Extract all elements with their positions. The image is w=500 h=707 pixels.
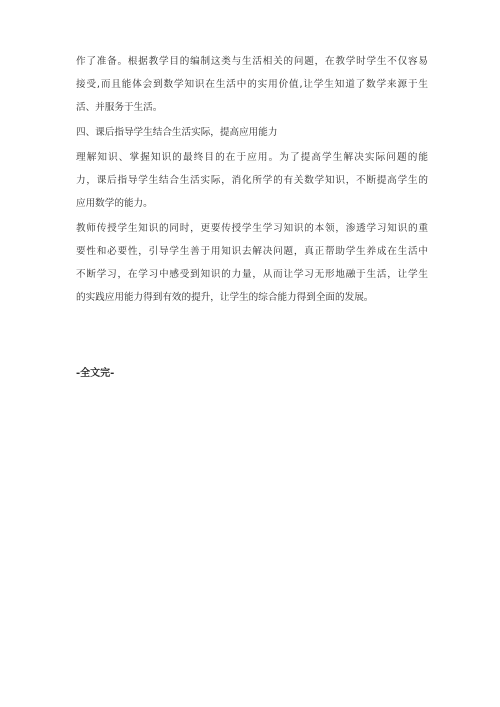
paragraph-1 (76, 56, 428, 114)
paragraph-1-line-3: 活、并服务于生活。 (76, 102, 163, 113)
paragraph-2-line-3: 应用数学的能力。 (76, 198, 153, 209)
paragraph-3-line-2: 要性和必要性，引导学生善于用知识去解决问题，真正帮助学生养成在生活中 (76, 246, 428, 257)
paragraph-3 (76, 223, 428, 304)
paragraph-3-line-3: 不断学习，在学习中感受到知识的力量，从而让学习无形地融于生活，让学生 (76, 269, 428, 280)
paragraph-2-line-1: 理解知识、掌握知识的最终目的在于应用。为了提高学生解决实际问题的能 (76, 152, 428, 163)
paragraph-3-line-4: 的实践应用能力得到有效的提升，让学生的综合能力得到全面的发展。 (76, 292, 374, 303)
section-heading-4: 四、课后指导学生结合生活实际，提高应用能力 (76, 127, 278, 138)
document-body (76, 56, 428, 304)
paragraph-2-line-2: 力，课后指导学生结合生活实际，消化所学的有关数学知识，不断提高学生的 (76, 175, 428, 186)
end-of-document-mark: -全文完- (76, 368, 115, 379)
paragraph-3-line-1: 教师传授学生知识的同时，更要传授学生学习知识的本领，渗透学习知识的重 (76, 223, 428, 234)
paragraph-2 (76, 152, 428, 210)
paragraph-1-line-1: 作了准备。根据教学目的编制这类与生活相关的问题，在教学时学生不仅容易 (76, 56, 428, 67)
paragraph-1-line-2: 接受,而且能体会到数学知识在生活中的实用价值,让学生知道了数学来源于生 (76, 79, 428, 90)
